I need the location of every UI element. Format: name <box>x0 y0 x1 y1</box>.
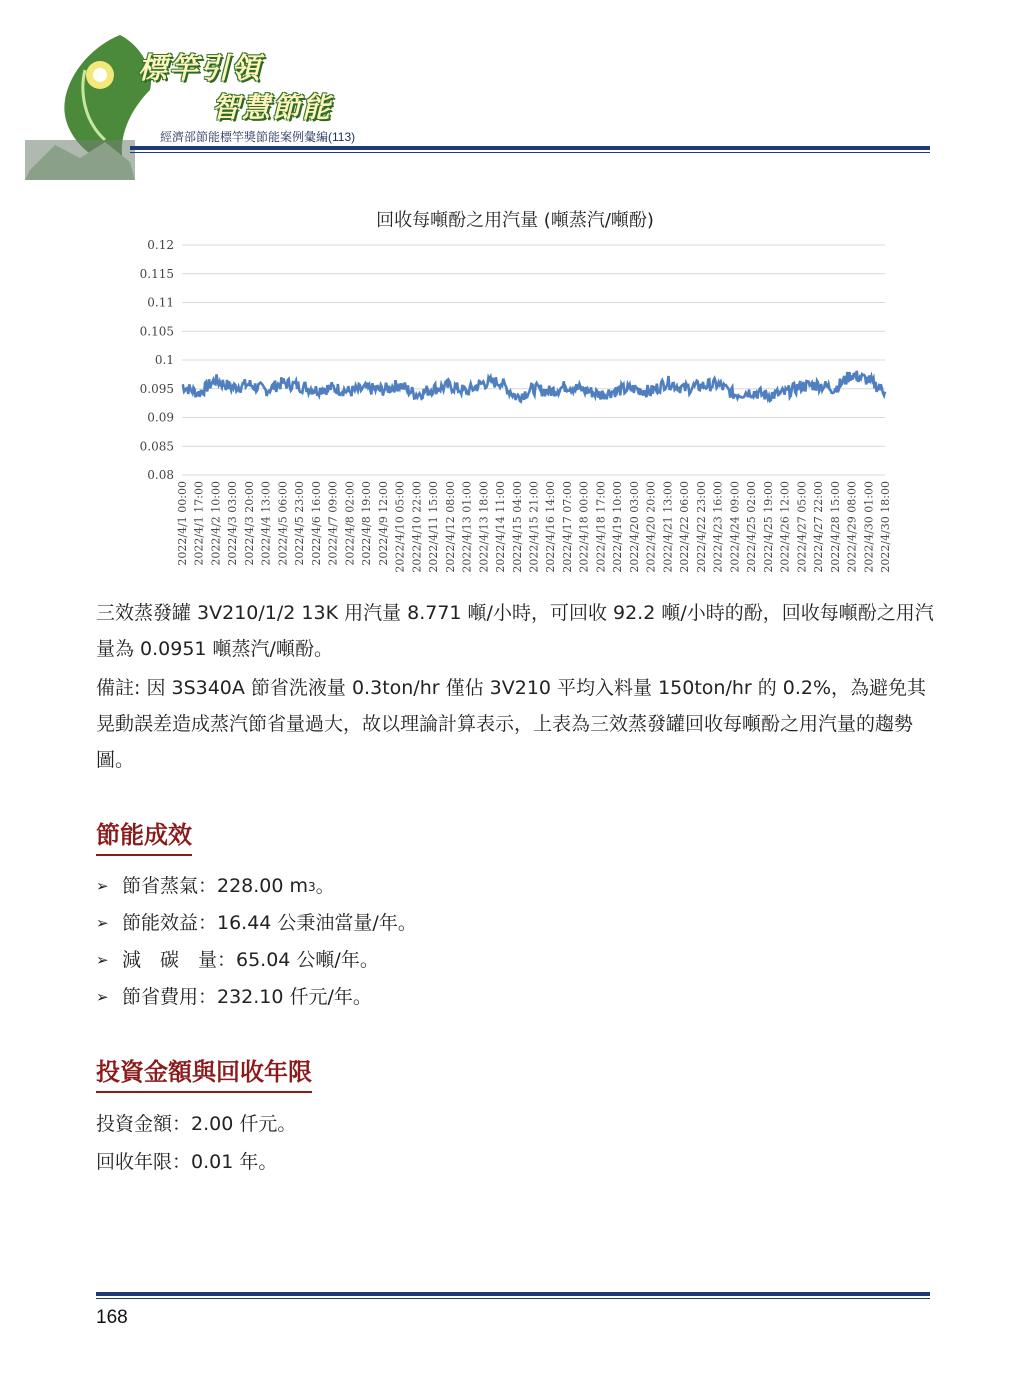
list-item-benefit <box>96 905 796 942</box>
arrow-bullet-icon: ➢ <box>96 988 109 1006</box>
list-item-steam: ➢ 節省蒸氣：228.00 m 3 。 <box>96 868 796 905</box>
header-rule-thin <box>130 152 930 153</box>
chart-gridlines <box>182 245 885 475</box>
chart-x-tick-label: 2022/4/30 18:00 <box>879 481 892 573</box>
list-item-text: 節能效益：16.44 公秉油當量/年。 <box>122 912 417 934</box>
page-number: 168 <box>96 1307 128 1328</box>
header-rule-thick <box>130 146 930 150</box>
chart-y-tick-label: 0.08 <box>147 468 174 482</box>
energy-savings-list <box>96 868 796 1016</box>
chart-x-tick-label: 2022/4/18 17:00 <box>594 481 608 573</box>
chart-x-tick-label: 2022/4/9 12:00 <box>376 481 390 566</box>
footer-rule-thin <box>96 1298 930 1299</box>
payback-period: 回收年限：0.01 年。 <box>96 1151 278 1173</box>
chart-y-tick-label: 0.105 <box>139 324 174 339</box>
chart-x-tick-label: 2022/4/1 00:00 <box>176 481 189 566</box>
chart-x-tick-label: 2022/4/30 01:00 <box>862 481 876 573</box>
chart-x-tick-label: 2022/4/28 15:00 <box>828 481 842 573</box>
chart-y-ticks <box>140 238 174 482</box>
chart-x-tick-label: 2022/4/18 00:00 <box>577 481 591 573</box>
chart-x-tick-label: 2022/4/3 20:00 <box>242 481 256 566</box>
chart-x-tick-label: 2022/4/6 16:00 <box>309 481 323 566</box>
chart-x-tick-label: 2022/4/27 05:00 <box>795 481 809 573</box>
section-title-energy-savings: 節能成效 <box>96 815 192 856</box>
chart-x-tick-label: 2022/4/26 12:00 <box>778 481 792 573</box>
header-subtitle: 經濟部節能標竿獎節能案例彙編(113) <box>160 130 356 144</box>
arrow-bullet-icon: ➢ <box>96 914 109 932</box>
chart-x-tick-label: 2022/4/20 03:00 <box>627 481 641 573</box>
section-title-investment: 投資金額與回收年限 <box>96 1052 312 1093</box>
chart-y-tick-label: 0.085 <box>139 439 174 454</box>
chart-x-tick-label: 2022/4/22 23:00 <box>694 481 708 573</box>
arrow-bullet-icon: ➢ <box>96 951 109 969</box>
chart-y-tick-label: 0.1 <box>154 353 174 367</box>
chart-x-tick-label: 2022/4/8 02:00 <box>343 481 357 566</box>
list-item-text: 節省蒸氣：228.00 m <box>122 875 309 897</box>
chart-x-tick-label: 2022/4/10 22:00 <box>410 481 424 573</box>
chart-x-tick-label: 2022/4/25 02:00 <box>745 481 759 573</box>
chart-y-tick-label: 0.09 <box>147 410 174 425</box>
chart-x-tick-label: 2022/4/15 21:00 <box>527 481 541 573</box>
chart-y-tick-label: 0.12 <box>147 238 174 252</box>
chart-x-tick-label: 2022/4/25 19:00 <box>761 481 775 573</box>
chart-x-tick-label: 2022/4/4 13:00 <box>259 481 273 566</box>
chart-x-tick-label: 2022/4/3 03:00 <box>226 481 240 566</box>
chart-x-tick-label: 2022/4/22 06:00 <box>678 481 692 573</box>
chart-x-tick-label: 2022/4/24 09:00 <box>728 481 742 573</box>
page-header <box>0 0 1024 190</box>
body-paragraph-1: 三效蒸發罐 3V210/1/2 13K 用汽量 8.771 噸/小時，可回收 92.2 噸/小時的酚，回收每噸酚之用汽量為 0.0951 噸蒸汽/噸酚。 <box>96 602 934 660</box>
header-title-line2: 智慧節能 <box>212 91 333 124</box>
chart-x-tick-label: 2022/4/27 22:00 <box>812 481 826 573</box>
chart-x-tick-label: 2022/4/23 16:00 <box>711 481 725 573</box>
investment-amount: 投資金額：2.00 仟元。 <box>96 1113 297 1135</box>
steam-usage-chart <box>100 200 900 590</box>
chart-x-tick-label: 2022/4/13 18:00 <box>477 481 491 573</box>
list-item-carbon <box>96 942 796 979</box>
chart-x-tick-label: 2022/4/14 11:00 <box>494 481 508 573</box>
chart-x-tick-label: 2022/4/5 06:00 <box>276 481 290 566</box>
footer-rule-thick <box>96 1292 930 1296</box>
chart-x-tick-label: 2022/4/10 05:00 <box>393 481 407 573</box>
chart-x-tick-label: 2022/4/11 15:00 <box>427 481 441 573</box>
body-paragraph-2: 備註: 因 3S340A 節省洗液量 0.3ton/hr 僅佔 3V210 平均入料量 150ton/hr 的 0.2%，為避免其晃動誤差造成蒸汽節省量過大，故以理論計算表示，上表為三效蒸發罐回收每噸酚之用汽量的趨勢圖。 <box>96 677 927 771</box>
list-item-text: 減 碳 量：65.04 公噸/年。 <box>122 949 379 971</box>
chart-title: 回收每噸酚之用汽量 (噸蒸汽/噸酚) <box>376 210 654 231</box>
chart-x-tick-label: 2022/4/16 14:00 <box>544 481 558 573</box>
arrow-bullet-icon: ➢ <box>96 877 109 895</box>
chart-x-tick-label: 2022/4/17 07:00 <box>560 481 574 573</box>
chart-y-tick-label: 0.095 <box>139 381 174 396</box>
list-item-cost <box>96 979 796 1016</box>
list-item-text: 節省費用：232.10 仟元/年。 <box>122 986 372 1008</box>
chart-x-ticks <box>176 481 892 573</box>
chart-x-tick-label: 2022/4/21 13:00 <box>661 481 675 573</box>
chart-x-tick-label: 2022/4/20 20:00 <box>644 481 658 573</box>
chart-x-tick-label: 2022/4/5 23:00 <box>293 481 307 566</box>
chart-x-tick-label: 2022/4/1 17:00 <box>192 481 206 566</box>
header-title-line1: 標竿引領 <box>138 51 263 85</box>
list-item-tail: 。 <box>315 875 335 897</box>
chart-y-tick-label: 0.11 <box>147 295 174 310</box>
chart-x-tick-label: 2022/4/13 01:00 <box>460 481 474 573</box>
chart-x-tick-label: 2022/4/8 19:00 <box>360 481 374 566</box>
chart-x-tick-label: 2022/4/7 09:00 <box>326 481 340 566</box>
chart-x-tick-label: 2022/4/19 10:00 <box>611 481 625 573</box>
chart-y-tick-label: 0.115 <box>139 266 174 281</box>
chart-svg <box>100 200 900 590</box>
chart-series-line <box>182 371 885 402</box>
chart-x-tick-label: 2022/4/2 10:00 <box>209 481 223 566</box>
chart-x-tick-label: 2022/4/15 04:00 <box>510 481 524 573</box>
chart-x-tick-label: 2022/4/12 08:00 <box>443 481 457 573</box>
chart-x-tick-label: 2022/4/29 08:00 <box>845 481 859 573</box>
